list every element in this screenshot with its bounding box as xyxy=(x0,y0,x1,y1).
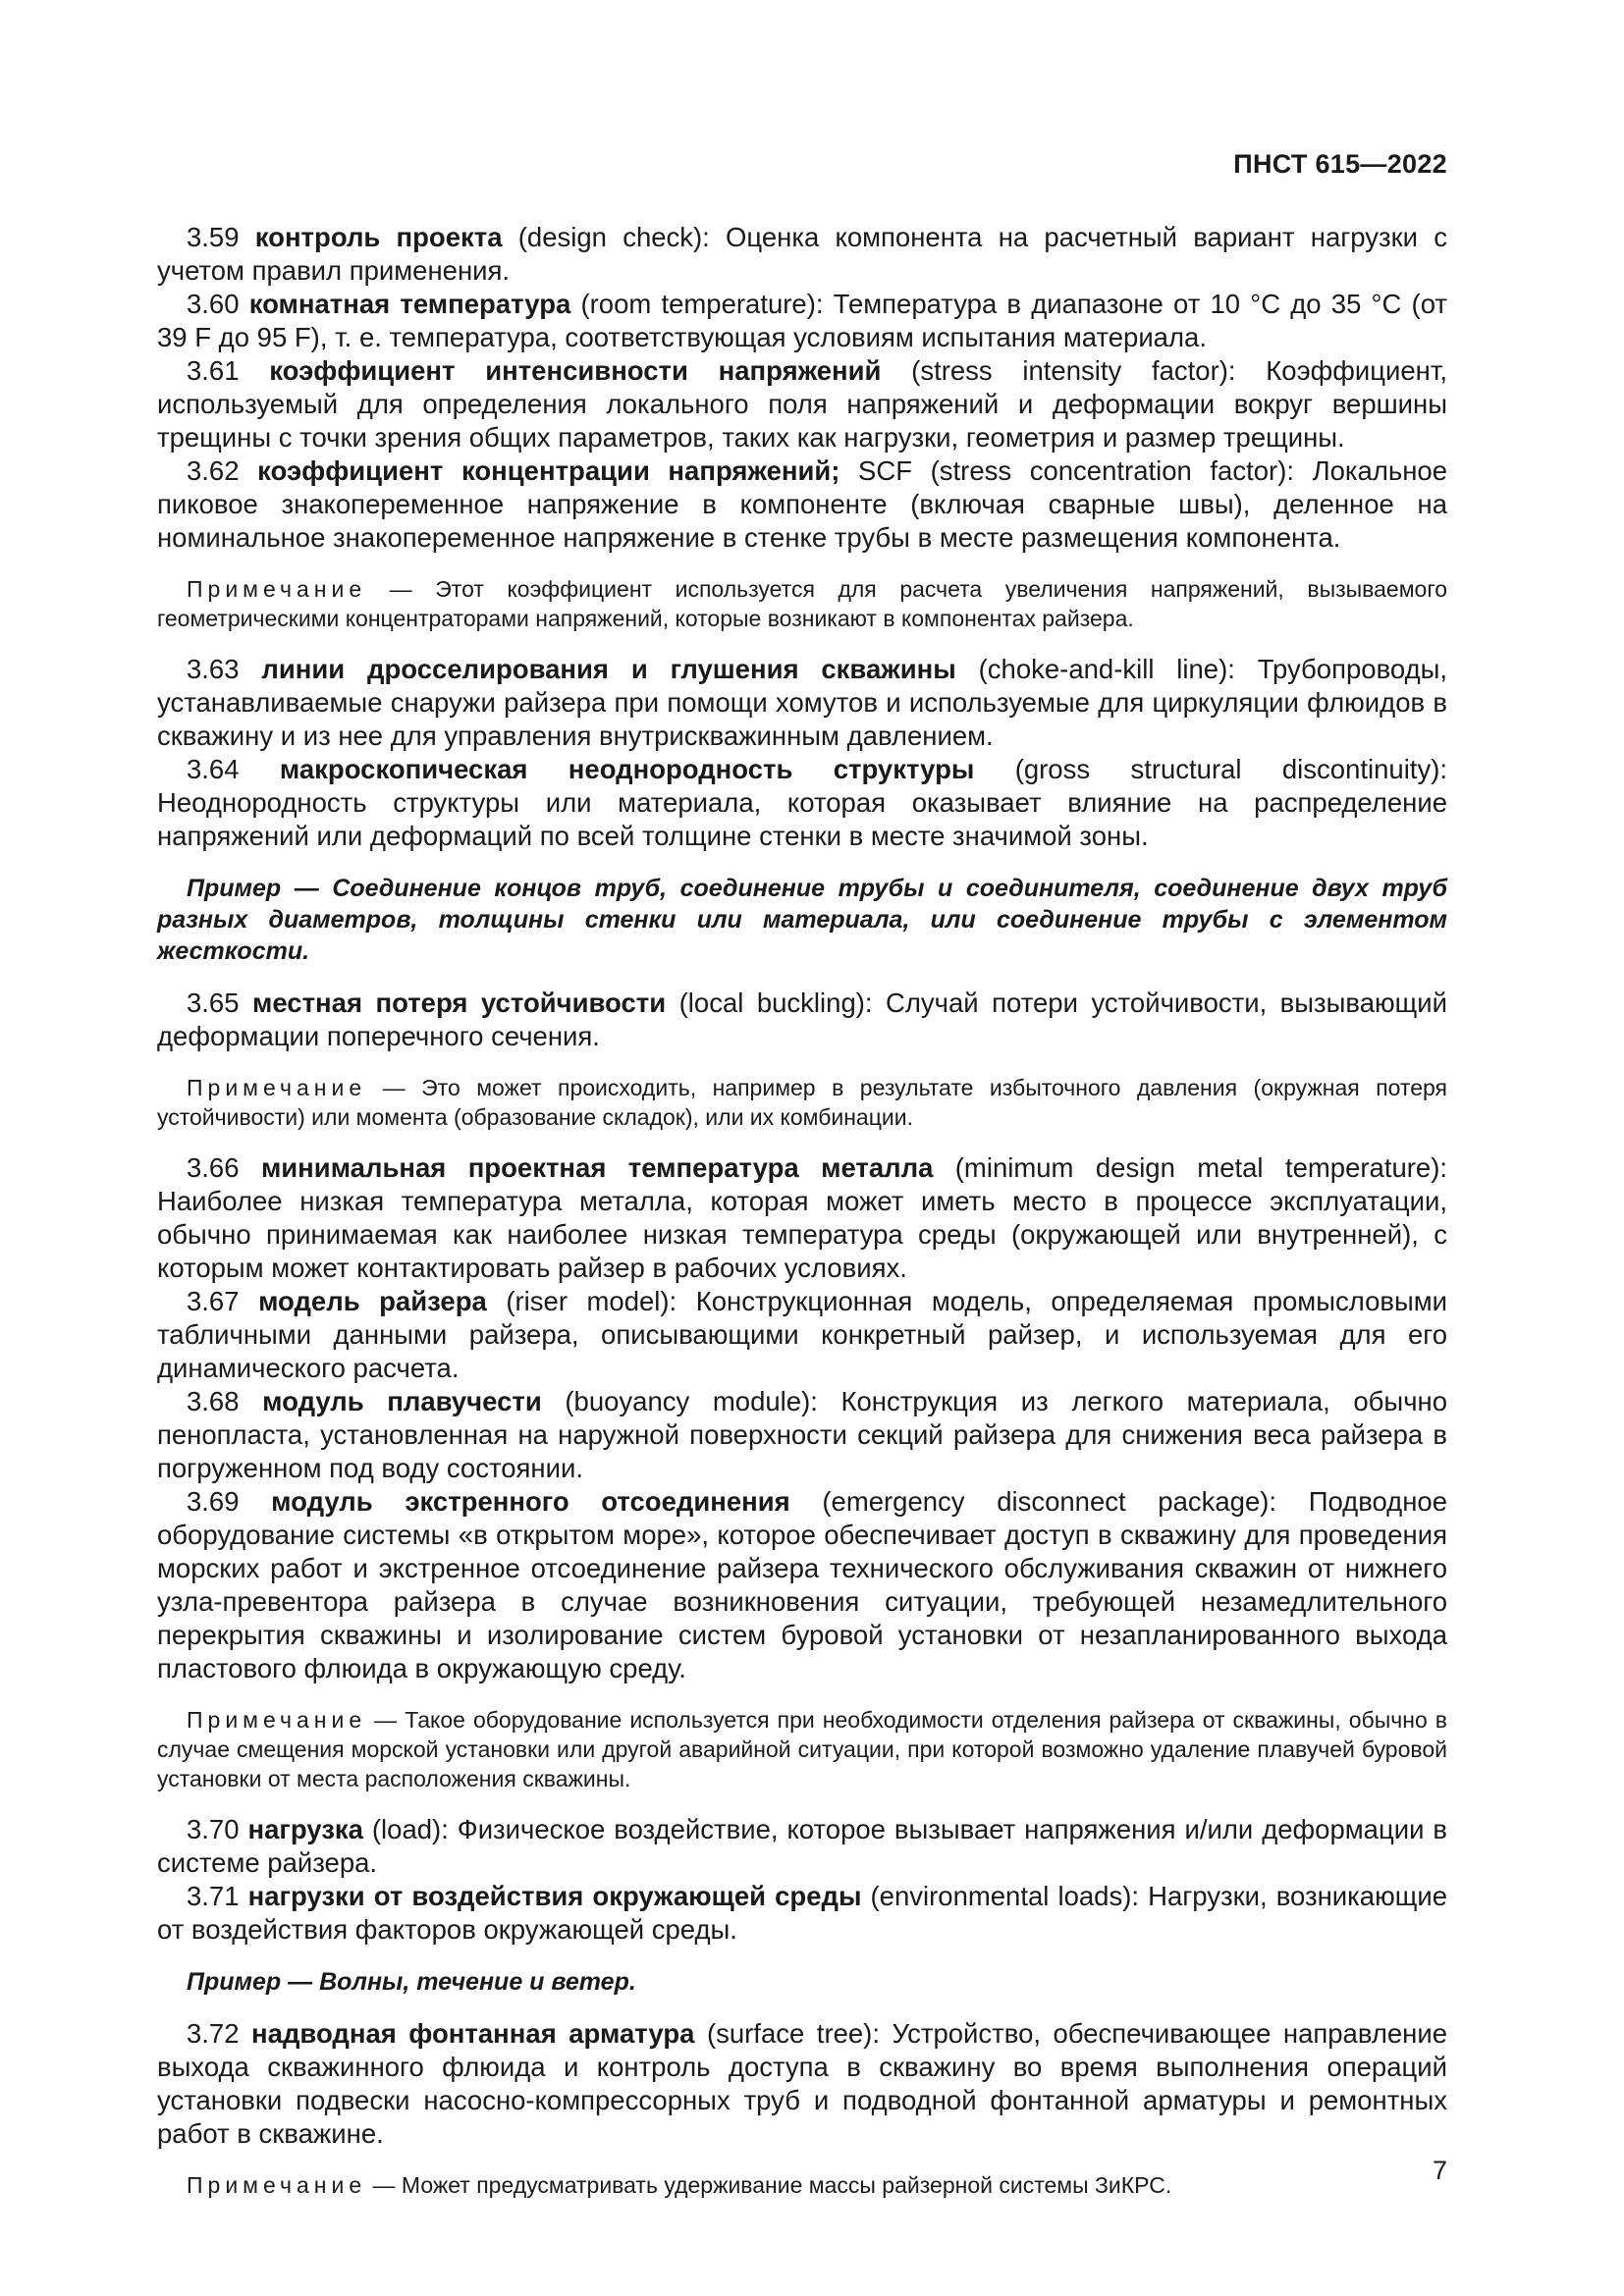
term-definition: (room temperature): Температура в диапазоне от 10 °С до 35 °С (от 39 F до 95 F), т. е. температура, соответствующая условиям испытания материала. xyxy=(157,289,1448,352)
note-text: — Такое оборудование используется при необходимости отделения райзера от скважины, обычно в случае смещения морской установки или другой аварийной ситуации, при которой возможно удаление плавучей буровой установки от места расположения скважины. xyxy=(157,1707,1447,1791)
term-title: комнатная температура xyxy=(248,289,571,319)
example: Пример — Волны, течение и ветер. xyxy=(187,1968,636,1996)
term-definition: (surface tree): Устройство, обеспечивающее направление выхода скважинного флюида и контроль доступа в скважину во время выполнения операций установки подвески насосно-компрессорных труб и подводной фонтанной арматуры и ремонтных работ в скважине. xyxy=(157,2018,1448,2149)
term-number: 3.62 xyxy=(187,455,240,486)
note-text: — Это может происходить, например в результате избыточного давления (окружная потеря устойчивости) или момента (образование складок), или их комбинации. xyxy=(157,1075,1447,1130)
note-label: Примечание xyxy=(187,1075,367,1100)
document-id-header: ПНСТ 615—2022 xyxy=(1233,149,1447,179)
term-definition: (stress intensity factor): Коэффициент, используемый для определения локального поля напряжений и деформации вокруг вершины трещины с точки зрения общих параметров, таких как нагрузки, геометрия и размер трещины. xyxy=(157,355,1448,453)
note-label: Примечание xyxy=(187,576,367,602)
term-title: нагрузки от воздействия окружающей среды xyxy=(247,1881,862,1911)
term-definition: (minimum design metal temperature): Наиболее низкая температура металла, которая может иметь место в процессе эксплуатации, обычно принимаемая как наиболее низкая температура среды (окружающей или внутренней), с которым может контактировать райзер в рабочих условиях. xyxy=(157,1152,1448,1283)
term-definition: (load): Физическое воздействие, которое вызывает напряжения и/или деформации в системе райзера. xyxy=(157,1814,1448,1878)
term-title: модуль плавучести xyxy=(262,1386,542,1416)
example: Пример — Соединение концов труб, соединение трубы и соединителя, соединение двух труб разных диаметров, толщины стенки или материала, или соединение трубы с элементом жесткости. xyxy=(157,875,1447,965)
note xyxy=(157,574,1447,633)
term-number: 3.71 xyxy=(187,1881,240,1911)
term-entry xyxy=(157,1151,1447,1285)
term-title: контроль проекта xyxy=(254,222,503,252)
term-number: 3.63 xyxy=(187,654,240,684)
term-definition: (environmental loads): Нагрузки, возникающие от воздействия факторов окружающей среды. xyxy=(157,1881,1447,1945)
term-title: коэффициент интенсивности напряжений xyxy=(269,355,882,386)
term-number: 3.64 xyxy=(187,754,240,784)
note xyxy=(157,1705,1447,1793)
terms-section xyxy=(157,221,1447,2219)
term-definition: (riser model): Конструкционная модель, определяемая промысловыми табличными данными райзера, описывающими конкретный райзер, и используемая для его динамического расчета. xyxy=(157,1286,1448,1383)
term-title: модель райзера xyxy=(258,1286,487,1316)
term-entry xyxy=(157,653,1447,753)
term-number: 3.66 xyxy=(187,1152,240,1183)
term-number: 3.67 xyxy=(187,1286,240,1316)
note-text: — Может предусматривать удерживание массы райзерной системы ЗиКРС. xyxy=(366,2172,1172,2198)
term-definition: (choke-and-kill line): Трубопроводы, устанавливаемые снаружи райзера при помощи хомутов и используемые для циркуляции флюидов в скважину и из нее для управления внутрискважинным давлением. xyxy=(157,654,1448,751)
term-title: коэффициент концентрации напряжений; xyxy=(257,455,840,486)
term-title: линии дросселирования и глушения скважины xyxy=(261,654,956,684)
term-number: 3.61 xyxy=(187,355,240,386)
term-entry xyxy=(157,2017,1447,2151)
page-number: 7 xyxy=(1432,2156,1447,2185)
term-definition: (local buckling): Случай потери устойчивости, вызывающий деформации поперечного сечения. xyxy=(157,988,1448,1051)
term-number: 3.59 xyxy=(187,222,240,252)
note-text: — Этот коэффициент используется для расчета увеличения напряжений, вызываемого геометрическими концентраторами напряжений, которые возникают в компонентах райзера. xyxy=(157,576,1447,631)
term-number: 3.65 xyxy=(187,988,240,1018)
note xyxy=(157,1073,1447,1132)
term-entry xyxy=(157,454,1447,555)
term-definition: (buoyancy module): Конструкция из легкого материала, обычно пенопласта, установленная на наружной поверхности секций райзера для снижения веса райзера в погруженном под воду состоянии. xyxy=(157,1386,1448,1483)
term-title: макроскопическая неоднородность структуры xyxy=(279,754,975,784)
term-number: 3.70 xyxy=(187,1814,240,1844)
term-title: местная потеря устойчивости xyxy=(252,988,667,1018)
term-entry xyxy=(157,1880,1447,1947)
term-entry xyxy=(157,987,1447,1053)
term-number: 3.60 xyxy=(187,289,240,319)
note-label: Примечание xyxy=(187,2172,367,2198)
note-label: Примечание xyxy=(187,1707,367,1733)
term-entry xyxy=(157,1813,1447,1880)
term-definition: (emergency disconnect package): Подводное оборудование системы «в открытом море», которое обеспечивает доступ в скважину для проведения морских работ и экстренное отсоединение райзера технического обслуживания скважин от нижнего узла-превентора райзера в случае возникновения ситуации, требующей незамедлительного перекрытия скважины и изолирование систем буровой установки от незапланированного выхода пластового флюида в окружающую среду. xyxy=(157,1486,1448,1683)
term-title: нагрузка xyxy=(247,1814,363,1844)
term-entry xyxy=(157,288,1447,354)
term-number: 3.72 xyxy=(187,2018,240,2049)
term-definition: (gross structural discontinuity): Неоднородность структуры или материала, которая оказывает влияние на распределение напряжений или деформаций по всей толщине стенки в месте значимой зоны. xyxy=(157,754,1447,851)
term-entry xyxy=(157,354,1447,454)
term-entry xyxy=(157,1385,1447,1485)
term-entry xyxy=(157,1485,1447,1685)
note xyxy=(157,2170,1447,2200)
term-definition: (design check): Оценка компонента на расчетный вариант нагрузки с учетом правил применения. xyxy=(157,222,1448,286)
term-title: модуль экстренного отсоединения xyxy=(271,1486,790,1517)
term-number: 3.69 xyxy=(187,1486,240,1517)
term-entry xyxy=(157,753,1447,853)
term-number: 3.68 xyxy=(187,1386,240,1416)
term-title: минимальная проектная температура металла xyxy=(260,1152,934,1183)
term-entry xyxy=(157,221,1447,288)
term-definition: SCF (stress concentration factor): Локальное пиковое знакопеременное напряжение в компоненте (включая сварные швы), деленное на номинальное знакопеременное напряжение в стенке трубы в месте размещения компонента. xyxy=(157,455,1448,553)
term-entry xyxy=(157,1285,1447,1385)
term-title: надводная фонтанная арматура xyxy=(251,2018,695,2049)
